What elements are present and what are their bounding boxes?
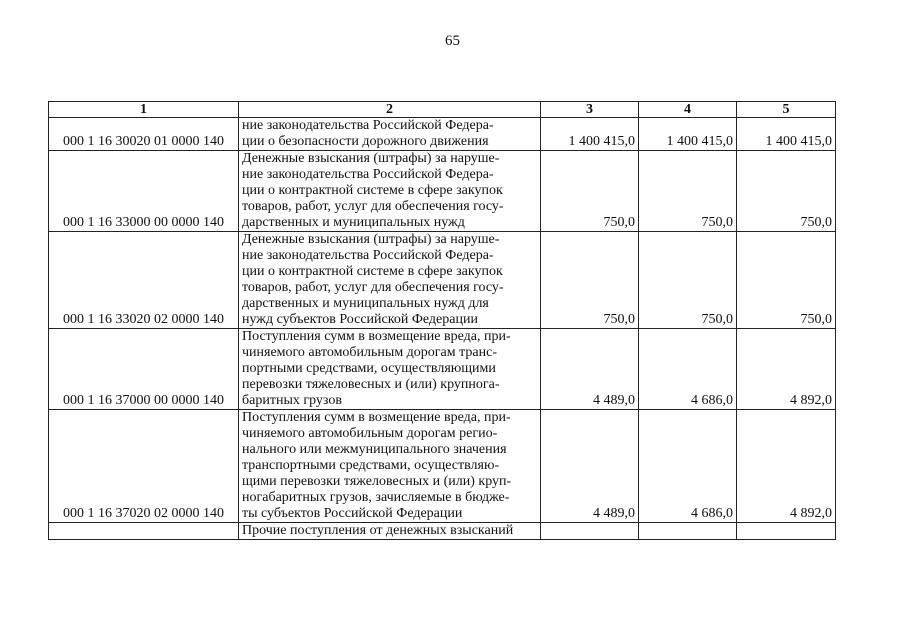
description-line: портными средствами, осуществляющими	[242, 361, 496, 376]
value-cell-col4: 4 686,0	[639, 329, 737, 410]
value-cell-col5: 1 400 415,0	[737, 118, 836, 151]
description-line: Поступления сумм в возмещение вреда, при-	[242, 410, 511, 425]
value-cell-col3	[541, 523, 639, 540]
description-line: товаров, работ, услуг для обеспечения госу-	[242, 199, 504, 214]
description-line: ние законодательства Российской Федера-	[242, 118, 494, 133]
code-cell: 000 1 16 33000 00 0000 140	[49, 151, 239, 232]
description-line: ты субъектов Российской Федерации	[242, 506, 463, 521]
page-number: 65	[445, 33, 460, 49]
value-cell-col3: 4 489,0	[541, 329, 639, 410]
description-line: чиняемого автомобильным дорогам регио-	[242, 426, 498, 441]
description-line: перевозки тяжеловесных и (или) крупнога-	[242, 377, 500, 392]
value-cell-col4	[639, 523, 737, 540]
description-cell	[239, 523, 541, 540]
description-line: транспортными средствами, осуществляю-	[242, 458, 500, 473]
table-row	[49, 329, 836, 410]
description-line: дарственных и муниципальных нужд	[242, 215, 465, 230]
code-cell: 000 1 16 33020 02 0000 140	[49, 232, 239, 329]
header-col-1: 1	[49, 102, 239, 118]
description-cell	[239, 410, 541, 523]
header-col-3: 3	[541, 102, 639, 118]
description-line: баритных грузов	[242, 393, 342, 408]
header-row	[49, 102, 836, 118]
description-line: ногабаритных грузов, зачисляемые в бюдже-	[242, 490, 510, 505]
value-cell-col3: 4 489,0	[541, 410, 639, 523]
value-cell-col4: 750,0	[639, 232, 737, 329]
value-cell-col5: 4 892,0	[737, 410, 836, 523]
table-row	[49, 410, 836, 523]
description-line: нального или межмуниципального значения	[242, 442, 507, 457]
description-cell	[239, 151, 541, 232]
description-cell	[239, 232, 541, 329]
code-cell	[49, 523, 239, 540]
code-cell: 000 1 16 37020 02 0000 140	[49, 410, 239, 523]
description-line: нужд субъектов Российской Федерации	[242, 312, 478, 327]
value-cell-col3: 750,0	[541, 151, 639, 232]
description-line: ние законодательства Российской Федера-	[242, 167, 494, 182]
table-row	[49, 151, 836, 232]
description-line: щими перевозки тяжеловесных и (или) круп-	[242, 474, 512, 489]
description-cell	[239, 118, 541, 151]
description-line: товаров, работ, услуг для обеспечения госу-	[242, 280, 504, 295]
value-cell-col5: 750,0	[737, 151, 836, 232]
description-line: Поступления сумм в возмещение вреда, при-	[242, 329, 511, 344]
description-cell	[239, 329, 541, 410]
description-line: ции о безопасности дорожного движения	[242, 134, 489, 149]
description-line: Денежные взыскания (штрафы) за наруше-	[242, 151, 500, 166]
header-col-5: 5	[737, 102, 836, 118]
budget-table	[48, 101, 836, 540]
header-col-2: 2	[239, 102, 541, 118]
code-cell: 000 1 16 30020 01 0000 140	[49, 118, 239, 151]
table-row-continued	[49, 523, 836, 540]
table-row	[49, 118, 836, 151]
description-line: ции о контрактной системе в сфере закупок	[242, 264, 503, 279]
table-body	[49, 118, 836, 540]
description-line: Прочие поступления от денежных взысканий	[242, 523, 514, 538]
code-cell: 000 1 16 37000 00 0000 140	[49, 329, 239, 410]
table-row	[49, 232, 836, 329]
header-col-4: 4	[639, 102, 737, 118]
value-cell-col5	[737, 523, 836, 540]
value-cell-col3: 1 400 415,0	[541, 118, 639, 151]
description-line: чиняемого автомобильным дорогам транс-	[242, 345, 497, 360]
value-cell-col4: 750,0	[639, 151, 737, 232]
value-cell-col3: 750,0	[541, 232, 639, 329]
description-line: Денежные взыскания (штрафы) за наруше-	[242, 232, 500, 247]
value-cell-col5: 4 892,0	[737, 329, 836, 410]
value-cell-col4: 1 400 415,0	[639, 118, 737, 151]
description-line: дарственных и муниципальных нужд для	[242, 296, 489, 311]
value-cell-col5: 750,0	[737, 232, 836, 329]
description-line: ние законодательства Российской Федера-	[242, 248, 494, 263]
value-cell-col4: 4 686,0	[639, 410, 737, 523]
description-line: ции о контрактной системе в сфере закупок	[242, 183, 503, 198]
